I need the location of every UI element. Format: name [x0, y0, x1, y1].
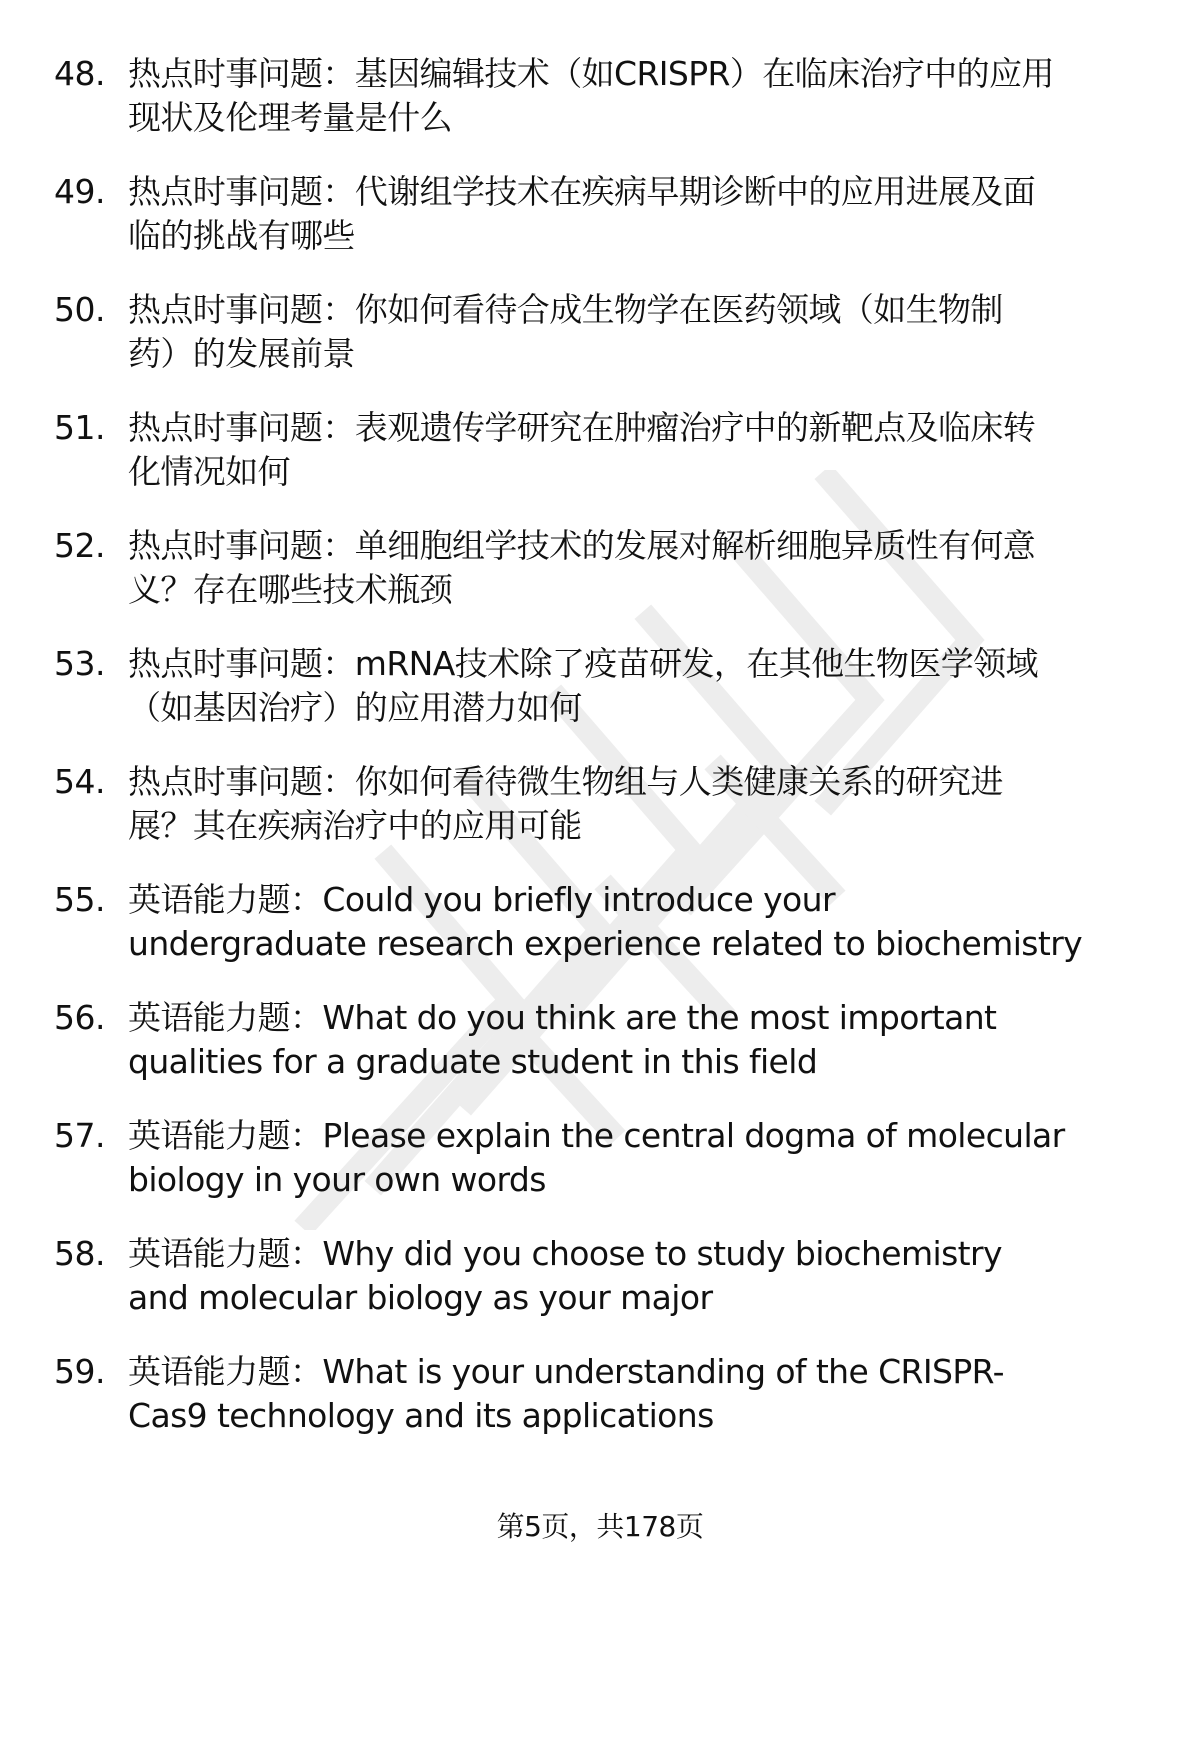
question-number: 58.	[54, 1234, 105, 1273]
question-number: 49.	[54, 172, 105, 211]
question-line-2: 临的挑战有哪些	[128, 216, 355, 255]
question-item-50	[0, 288, 1200, 406]
question-line-1: 热点时事问题：你如何看待微生物组与人类健康关系的研究进	[128, 762, 1003, 801]
question-item-55	[0, 878, 1200, 996]
question-item-59	[0, 1350, 1200, 1468]
question-line-1: 热点时事问题：mRNA技术除了疫苗研发，在其他生物医学领域	[128, 644, 1038, 683]
question-text	[128, 524, 1158, 612]
question-number: 51.	[54, 408, 105, 447]
question-text	[128, 878, 1158, 966]
question-item-49	[0, 170, 1200, 288]
question-line-2: 义？存在哪些技术瓶颈	[128, 570, 453, 609]
question-line-2: 药）的发展前景	[128, 334, 355, 373]
page-footer: 第5页，共178页	[496, 1510, 704, 1543]
question-line-1: 英语能力题：What do you think are the most important	[128, 998, 997, 1037]
question-text	[128, 642, 1158, 730]
question-text	[128, 1114, 1158, 1202]
question-line-2: 现状及伦理考量是什么	[128, 98, 453, 137]
question-line-1: 热点时事问题：你如何看待合成生物学在医药领域（如生物制	[128, 290, 1003, 329]
question-line-2: （如基因治疗）的应用潜力如何	[128, 688, 582, 727]
question-item-53	[0, 642, 1200, 760]
question-line-1: 英语能力题：Could you briefly introduce your	[128, 880, 835, 919]
question-text	[128, 1350, 1158, 1438]
question-text	[128, 996, 1158, 1084]
question-number: 56.	[54, 998, 105, 1037]
question-line-1: 热点时事问题：代谢组学技术在疾病早期诊断中的应用进展及面	[128, 172, 1036, 211]
question-number: 59.	[54, 1352, 105, 1391]
question-line-2: Cas9 technology and its applications	[128, 1396, 714, 1435]
question-line-1: 热点时事问题：基因编辑技术（如CRISPR）在临床治疗中的应用	[128, 54, 1054, 93]
question-line-2: undergraduate research experience related to biochemistry	[128, 924, 1083, 963]
question-number: 52.	[54, 526, 105, 565]
question-line-1: 热点时事问题：单细胞组学技术的发展对解析细胞异质性有何意	[128, 526, 1036, 565]
question-item-52	[0, 524, 1200, 642]
question-line-2: biology in your own words	[128, 1160, 546, 1199]
question-number: 55.	[54, 880, 105, 919]
question-item-51	[0, 406, 1200, 524]
question-number: 54.	[54, 762, 105, 801]
question-line-1: 英语能力题：Please explain the central dogma of molecular	[128, 1116, 1065, 1155]
question-line-2: 化情况如何	[128, 452, 291, 491]
question-item-58	[0, 1232, 1200, 1350]
question-text	[128, 1232, 1158, 1320]
question-item-57	[0, 1114, 1200, 1232]
question-item-48	[0, 52, 1200, 170]
question-text	[128, 52, 1158, 140]
question-number: 53.	[54, 644, 105, 683]
question-number: 50.	[54, 290, 105, 329]
question-item-54	[0, 760, 1200, 878]
question-list	[0, 52, 1200, 1468]
question-item-56	[0, 996, 1200, 1114]
question-text	[128, 406, 1158, 494]
question-line-2: 展？其在疾病治疗中的应用可能	[128, 806, 582, 845]
question-text	[128, 170, 1158, 258]
question-line-2: qualities for a graduate student in this field	[128, 1042, 818, 1081]
question-number: 48.	[54, 54, 105, 93]
question-line-1: 热点时事问题：表观遗传学研究在肿瘤治疗中的新靶点及临床转	[128, 408, 1036, 447]
question-number: 57.	[54, 1116, 105, 1155]
question-line-1: 英语能力题：What is your understanding of the CRISPR-	[128, 1352, 1004, 1391]
question-line-2: and molecular biology as your major	[128, 1278, 713, 1317]
question-line-1: 英语能力题：Why did you choose to study biochemistry	[128, 1234, 1002, 1273]
question-text	[128, 288, 1158, 376]
question-text	[128, 760, 1158, 848]
